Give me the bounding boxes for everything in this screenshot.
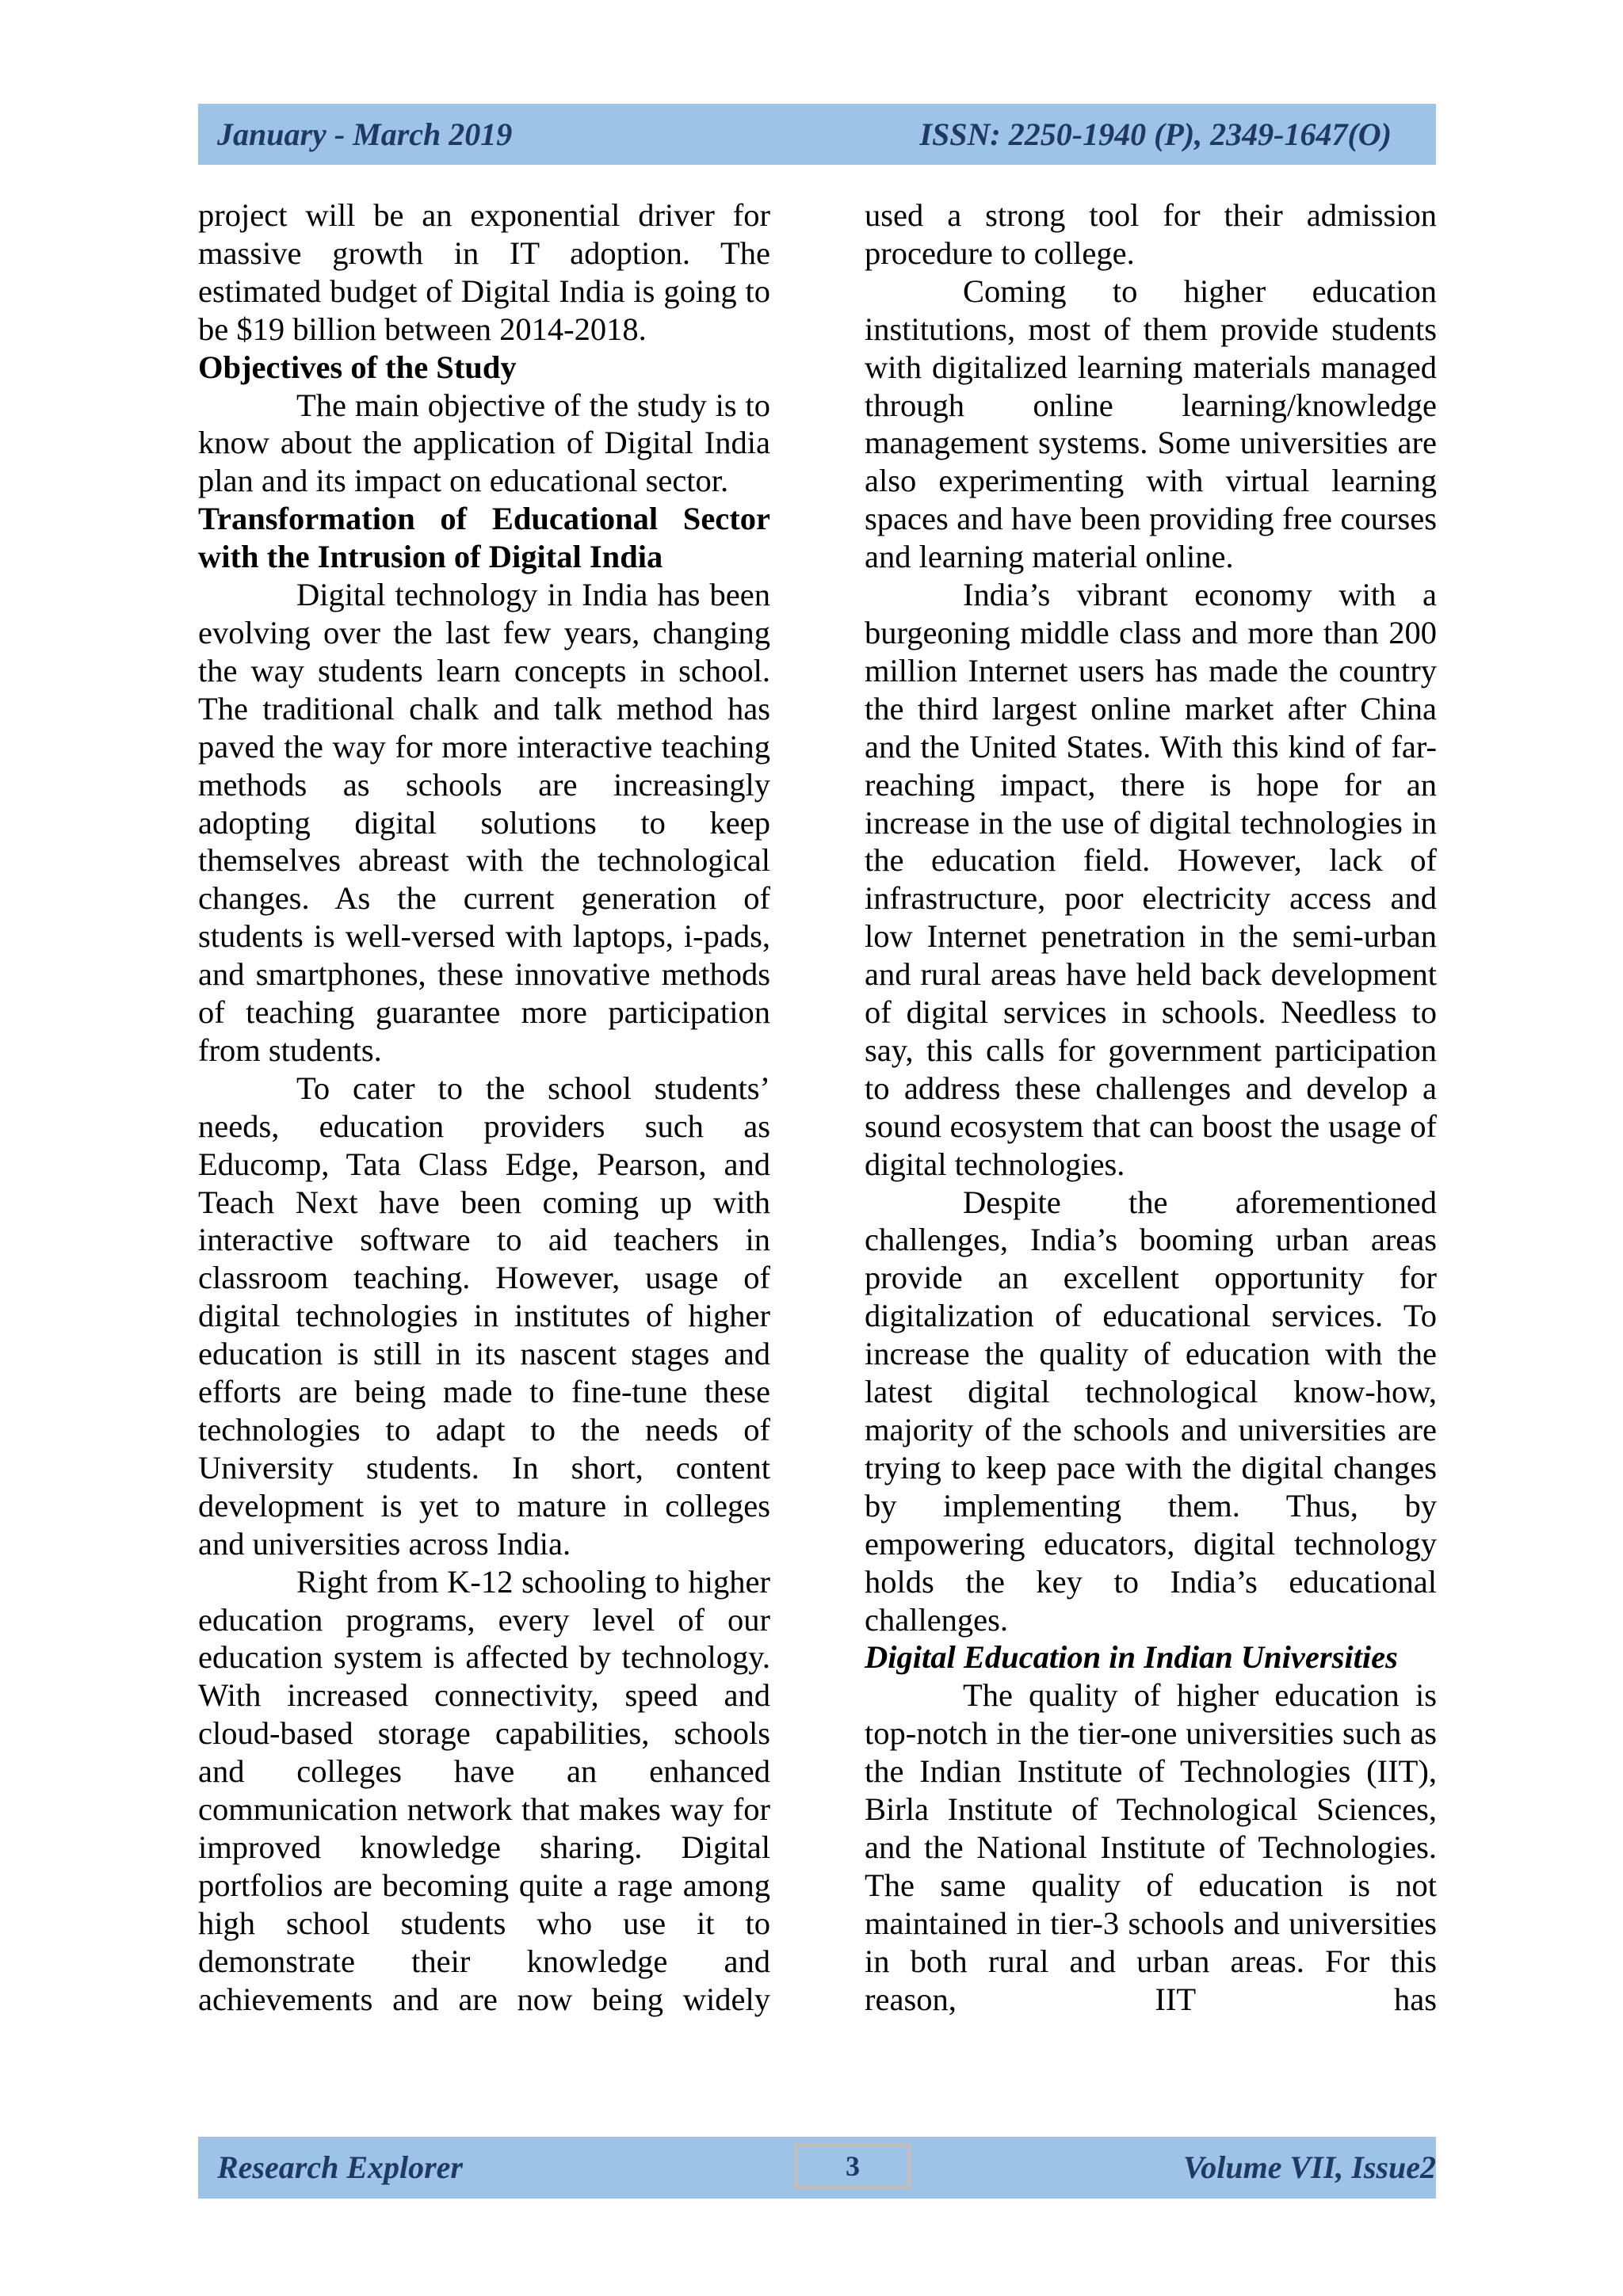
paragraph: project will be an exponential driver for massive growth in IT adoption. The estimated budget of Digital India is going to be $19 billion between 2014-2018. bbox=[198, 197, 770, 347]
running-header bbox=[198, 104, 1436, 165]
paragraph: Right from K-12 schooling to higher education programs, every level of our education system is affected by technology. With increased connectivity, speed and cloud-based storage capabilities, schools and colleges have an enhanced communication network that makes way for improved knowledge sharing. Digital portfolios are becoming quite a rage among high school students who use it to demonstrate their knowledge and achievements and are now being widely bbox=[198, 1563, 770, 2017]
paragraph: India’s vibrant economy with a burgeoning middle class and more than 200 million Internet users has made the country the third largest online market after China and the United States. With this kind of far-reaching impact, there is hope for an increase in the use of digital technologies in the education field. However, lack of infrastructure, poor electricity access and low Internet penetration in the semi-urban and rural areas have held back development of digital services in schools. Needless to say, this calls for government participation to address these challenges and develop a sound ecosystem that can boost the usage of digital technologies. bbox=[865, 577, 1437, 1182]
running-footer bbox=[198, 2137, 1436, 2199]
paragraph: used a strong tool for their admission procedure to college. bbox=[865, 197, 1437, 271]
page-number-box bbox=[794, 2143, 911, 2189]
volume-issue: Volume VII, Issue2 bbox=[1183, 2149, 1436, 2185]
paragraph: The main objective of the study is to know about the application of Digital India plan and its impact on educational sector. bbox=[198, 387, 770, 499]
paragraph: Coming to higher education institutions, most of them provide students with digitalized learning materials managed through online learning/knowledge management systems. Some universities are also experimenting with virtual learning spaces and have been providing free courses and learning material online. bbox=[865, 273, 1437, 575]
paragraph: Digital technology in India has been evolving over the last few years, changing the way students learn concepts in school. The traditional chalk and talk method has paved the way for more interactive teaching methods as schools are increasingly adopting digital solutions to keep themselves abreast with the technological changes. As the current generation of students is well-versed with laptops, i-pads, and smartphones, these innovative methods of teaching guarantee more participation from students. bbox=[198, 577, 770, 1068]
left-column bbox=[198, 196, 770, 2019]
issue-date: January - March 2019 bbox=[217, 116, 513, 152]
paragraph: To cater to the school students’ needs, education providers such as Educomp, Tata Class Edge, Pearson, and Teach Next have been coming up with interactive software to aid teachers in classroom teaching. However, usage of digital technologies in institutes of higher education is still in its nascent stages and efforts are being made to fine-tune these technologies to adapt to the needs of University students. In short, content development is yet to mature in colleges and universities across India. bbox=[198, 1070, 770, 1562]
paragraph: The quality of higher education is top-notch in the tier-one universities such as the Indian Institute of Technologies (IIT), Birla Institute of Technological Sciences, and the National Institute of Technologies. The same quality of education is not maintained in tier-3 schools and universities in both rural and urban areas. For this reason, IIT has bbox=[865, 1677, 1437, 2017]
paragraph: Despite the aforementioned challenges, India’s booming urban areas provide an excellent opportunity for digitalization of educational services. To increase the quality of education with the latest digital technological know-how, majority of the schools and universities are trying to keep pace with the digital changes by implementing them. Thus, by empowering educators, digital technology holds the key to India’s educational challenges. bbox=[865, 1184, 1437, 1638]
section-heading: Transformation of Educational Sector with the Intrusion of Digital India bbox=[198, 501, 770, 575]
section-heading: Objectives of the Study bbox=[198, 349, 517, 385]
issn-number: ISSN: 2250-1940 (P), 2349-1647(O) bbox=[919, 116, 1392, 152]
page-number: 3 bbox=[846, 2150, 860, 2182]
subsection-heading: Digital Education in Indian Universities bbox=[865, 1639, 1398, 1676]
right-column bbox=[865, 196, 1437, 2019]
journal-name: Research Explorer bbox=[217, 2149, 463, 2185]
